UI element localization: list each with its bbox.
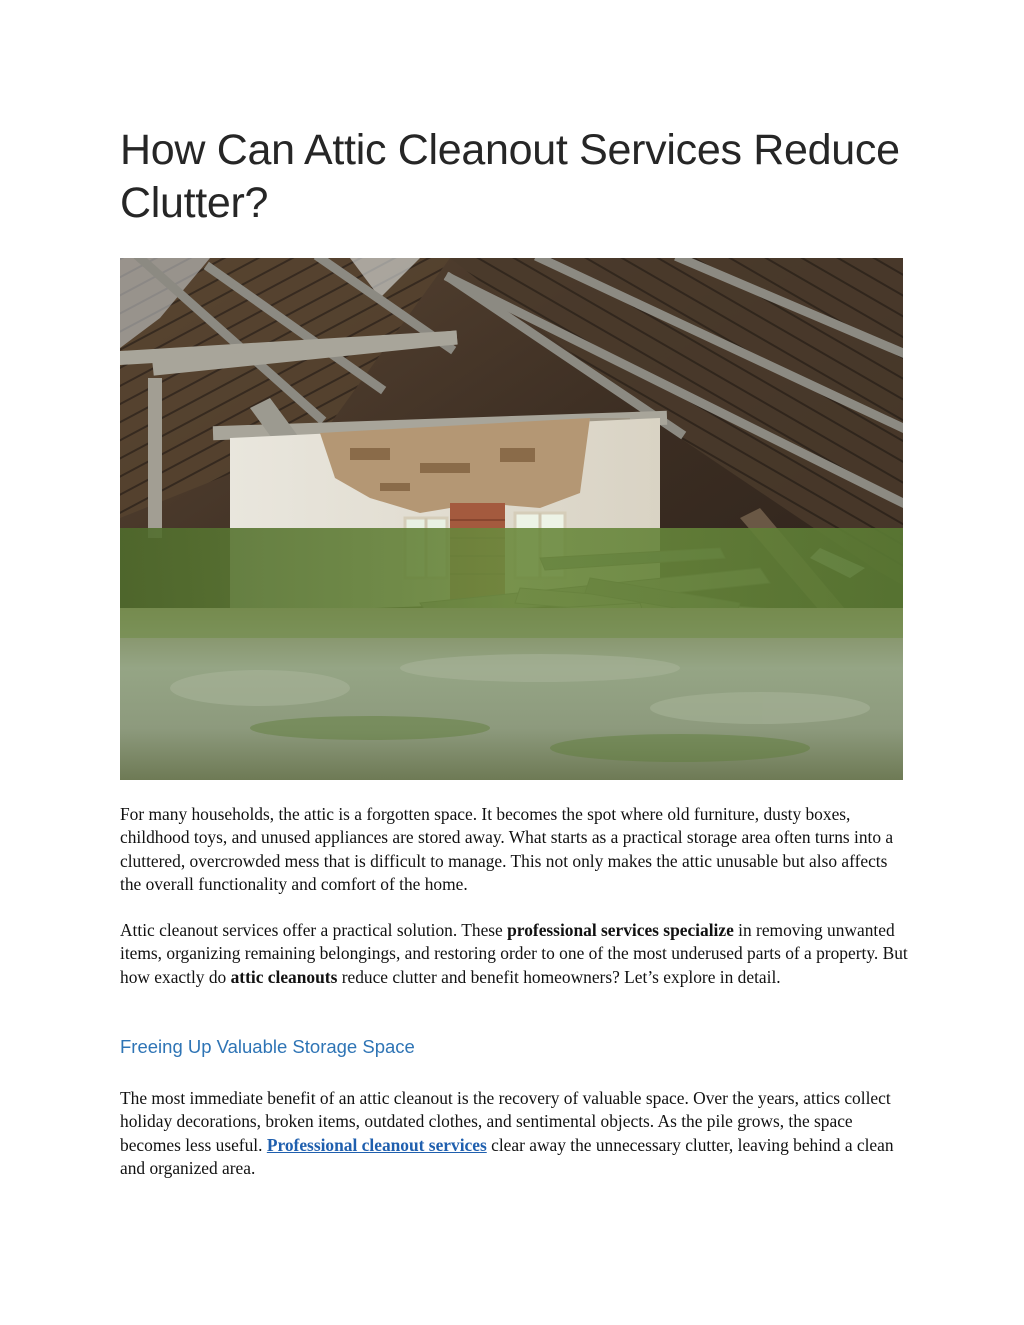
- paragraph-text: in removing unwanted items, organizing remaining belongings, and restoring order to one of the most underused parts of a property. But how exactly do: [120, 920, 908, 987]
- paragraph-text: reduce clutter and benefit homeowners? Let’s explore in detail.: [337, 966, 781, 987]
- bold-phrase-services: professional services specialize: [507, 920, 734, 940]
- paragraph-text: clear away the unnecessary clutter, leaving behind a clean and organized area.: [120, 1134, 894, 1178]
- cleanout-services-link[interactable]: Professional cleanout services: [266, 1134, 487, 1155]
- storage-paragraph: [120, 1087, 910, 1180]
- attic-photo: [120, 258, 903, 780]
- section-heading: Freeing Up Valuable Storage Space: [120, 1036, 415, 1057]
- page-title: How Can Attic Cleanout Services Reduce Clutter?: [120, 126, 900, 227]
- paragraph-text: Attic cleanout services offer a practical solution. These: [120, 920, 508, 940]
- intro-paragraph: For many households, the attic is a forgotten space. It becomes the spot where old furniture, dusty boxes, childhood toys, and unused appliances are stored away. What starts as a practical storage area often turns into a cluttered, overcrowded mess that is difficult to manage. This not only makes the attic unusable but also affects the overall functionality and comfort of the home.: [120, 804, 894, 894]
- services-paragraph: [120, 919, 910, 989]
- paragraph-text: The most immediate benefit of an attic cleanout is the recovery of valuable space. Over the years, attics collect holiday decorations, broken items, outdated clothes, and sentimental objects. As the pile grows, the space becomes less useful.: [120, 1088, 891, 1155]
- bold-phrase-cleanouts: attic cleanouts: [230, 966, 338, 987]
